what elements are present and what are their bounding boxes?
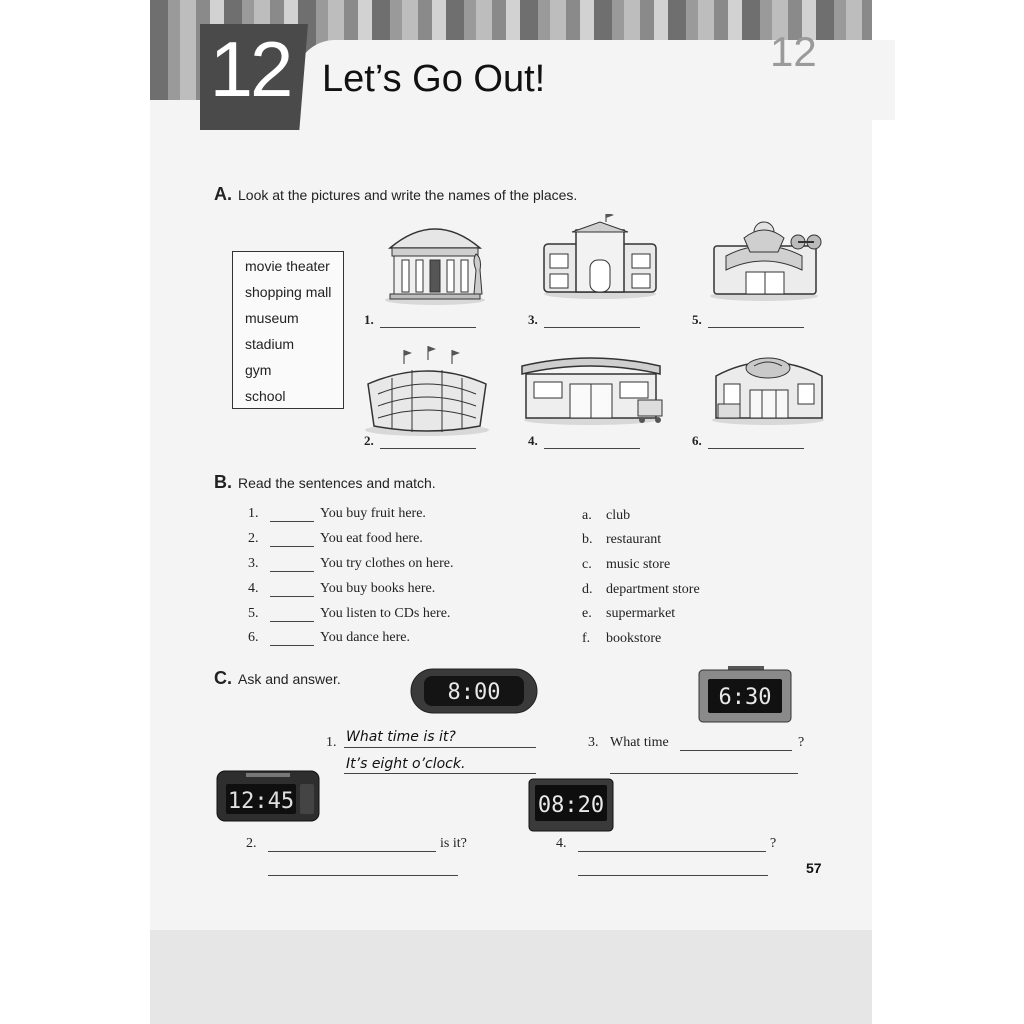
word-bank-item: school — [245, 388, 286, 404]
option-letter: b. — [582, 532, 593, 547]
section-a-letter: A. — [214, 184, 232, 204]
question-4-suffix: ? — [770, 836, 777, 851]
alarm-clock-icon — [410, 668, 538, 714]
option-text: music store — [606, 557, 671, 572]
sentence-number: 3. — [248, 556, 259, 571]
word-bank-item: gym — [245, 362, 272, 378]
alarm-clock-icon — [216, 770, 320, 822]
sentence-text: You dance here. — [320, 630, 410, 645]
unit-number: 12 — [209, 25, 291, 113]
answer-1 — [364, 312, 476, 328]
word-bank-item: museum — [245, 310, 299, 326]
clock-time: 6:30 — [718, 685, 772, 710]
item-number: 1. — [364, 312, 374, 327]
option-letter: c. — [582, 557, 592, 572]
answer-line[interactable] — [610, 772, 798, 774]
gym-building-icon — [706, 216, 824, 302]
alarm-clock-icon — [698, 666, 792, 724]
item-number: 5. — [692, 312, 702, 327]
alarm-clock-icon — [528, 778, 614, 832]
sentence-text: You buy books here. — [320, 581, 436, 596]
word-bank-item: stadium — [245, 336, 295, 352]
section-c-instruction: Ask and answer. — [238, 671, 341, 687]
school-building-icon — [540, 214, 660, 300]
sentence-text: You eat food here. — [320, 531, 423, 546]
answer-2 — [364, 433, 476, 449]
option-text: supermarket — [606, 606, 676, 621]
question-2-suffix: is it? — [440, 836, 467, 851]
match-blank[interactable] — [270, 509, 314, 522]
item-number: 4. — [528, 433, 538, 448]
answer-line[interactable] — [344, 772, 536, 774]
answer-line[interactable] — [544, 315, 640, 328]
match-sentence — [248, 606, 450, 622]
answer-line[interactable] — [708, 315, 804, 328]
answer-line[interactable] — [268, 874, 458, 876]
word-bank-item: shopping mall — [245, 284, 332, 300]
answer-line[interactable] — [344, 746, 536, 748]
question-2-number: 2. — [246, 836, 257, 851]
section-b-instruction: Read the sentences and match. — [238, 475, 436, 491]
answer-4 — [528, 433, 640, 449]
clock-time: 12:45 — [227, 789, 295, 814]
option-text: bookstore — [606, 631, 662, 646]
answer-line[interactable] — [380, 315, 476, 328]
item-number: 6. — [692, 433, 702, 448]
section-b-heading — [214, 472, 436, 493]
match-sentence — [248, 581, 435, 597]
section-c-letter: C. — [214, 668, 232, 688]
word-bank — [232, 251, 344, 409]
movie-theater-building-icon — [710, 346, 828, 426]
stadium-building-icon — [362, 344, 492, 438]
section-a-heading — [214, 184, 577, 205]
option-letter: e. — [582, 606, 592, 621]
sentence-text: You try clothes on here. — [320, 556, 454, 571]
sentence-number: 2. — [248, 531, 259, 546]
match-option — [582, 508, 630, 524]
match-sentence — [248, 630, 410, 646]
sentence-number: 1. — [248, 506, 259, 521]
match-option — [582, 582, 700, 598]
option-text: department store — [606, 582, 700, 597]
sentence-text: You listen to CDs here. — [320, 606, 451, 621]
section-c-heading — [214, 668, 341, 689]
option-letter: f. — [582, 631, 591, 646]
answer-3 — [528, 312, 640, 328]
clock-time: 8:00 — [447, 680, 501, 705]
question-4-number: 4. — [556, 836, 567, 851]
match-blank[interactable] — [270, 559, 314, 572]
question-3-prefix: What time — [610, 735, 669, 750]
section-b-letter: B. — [214, 472, 232, 492]
page-number: 57 — [806, 860, 822, 876]
bleed-through-unit-number: 12 — [770, 28, 817, 75]
question-3-suffix: ? — [798, 735, 805, 750]
question-3-number: 3. — [588, 735, 599, 750]
word-bank-item: movie theater — [245, 258, 330, 274]
question-1-number: 1. — [326, 735, 337, 750]
answer-line[interactable] — [708, 436, 804, 449]
match-sentence — [248, 531, 423, 547]
question-1-text: What time is it? — [346, 729, 456, 745]
sentence-text: You buy fruit here. — [320, 506, 426, 521]
sentence-number: 4. — [248, 581, 259, 596]
answer-line[interactable] — [380, 436, 476, 449]
option-letter: a. — [582, 508, 592, 523]
option-letter: d. — [582, 582, 593, 597]
match-sentence — [248, 506, 426, 522]
match-blank[interactable] — [270, 534, 314, 547]
match-sentence — [248, 556, 454, 572]
clock-time: 08:20 — [537, 793, 605, 818]
sentence-number: 6. — [248, 630, 259, 645]
shopping-mall-building-icon — [520, 346, 670, 428]
answer-line[interactable] — [544, 436, 640, 449]
match-blank[interactable] — [270, 609, 314, 622]
answer-line[interactable] — [578, 874, 768, 876]
answer-line[interactable] — [680, 749, 792, 751]
item-number: 2. — [364, 433, 374, 448]
answer-5 — [692, 312, 804, 328]
match-blank[interactable] — [270, 584, 314, 597]
page-title: Let’s Go Out! — [322, 58, 546, 100]
match-blank[interactable] — [270, 633, 314, 646]
option-text: restaurant — [606, 532, 662, 547]
match-option — [582, 606, 675, 622]
match-option — [582, 631, 661, 647]
option-text: club — [606, 508, 631, 523]
answer-6 — [692, 433, 804, 449]
item-number: 3. — [528, 312, 538, 327]
answer-line[interactable] — [268, 850, 436, 852]
museum-building-icon — [380, 214, 490, 306]
match-option — [582, 532, 661, 548]
page-bottom-shadow — [150, 930, 872, 1024]
sentence-number: 5. — [248, 606, 259, 621]
section-a-instruction: Look at the pictures and write the names of the places. — [238, 187, 578, 203]
match-option — [582, 557, 670, 573]
answer-line[interactable] — [578, 850, 766, 852]
answer-1-text: It’s eight o’clock. — [346, 756, 466, 772]
